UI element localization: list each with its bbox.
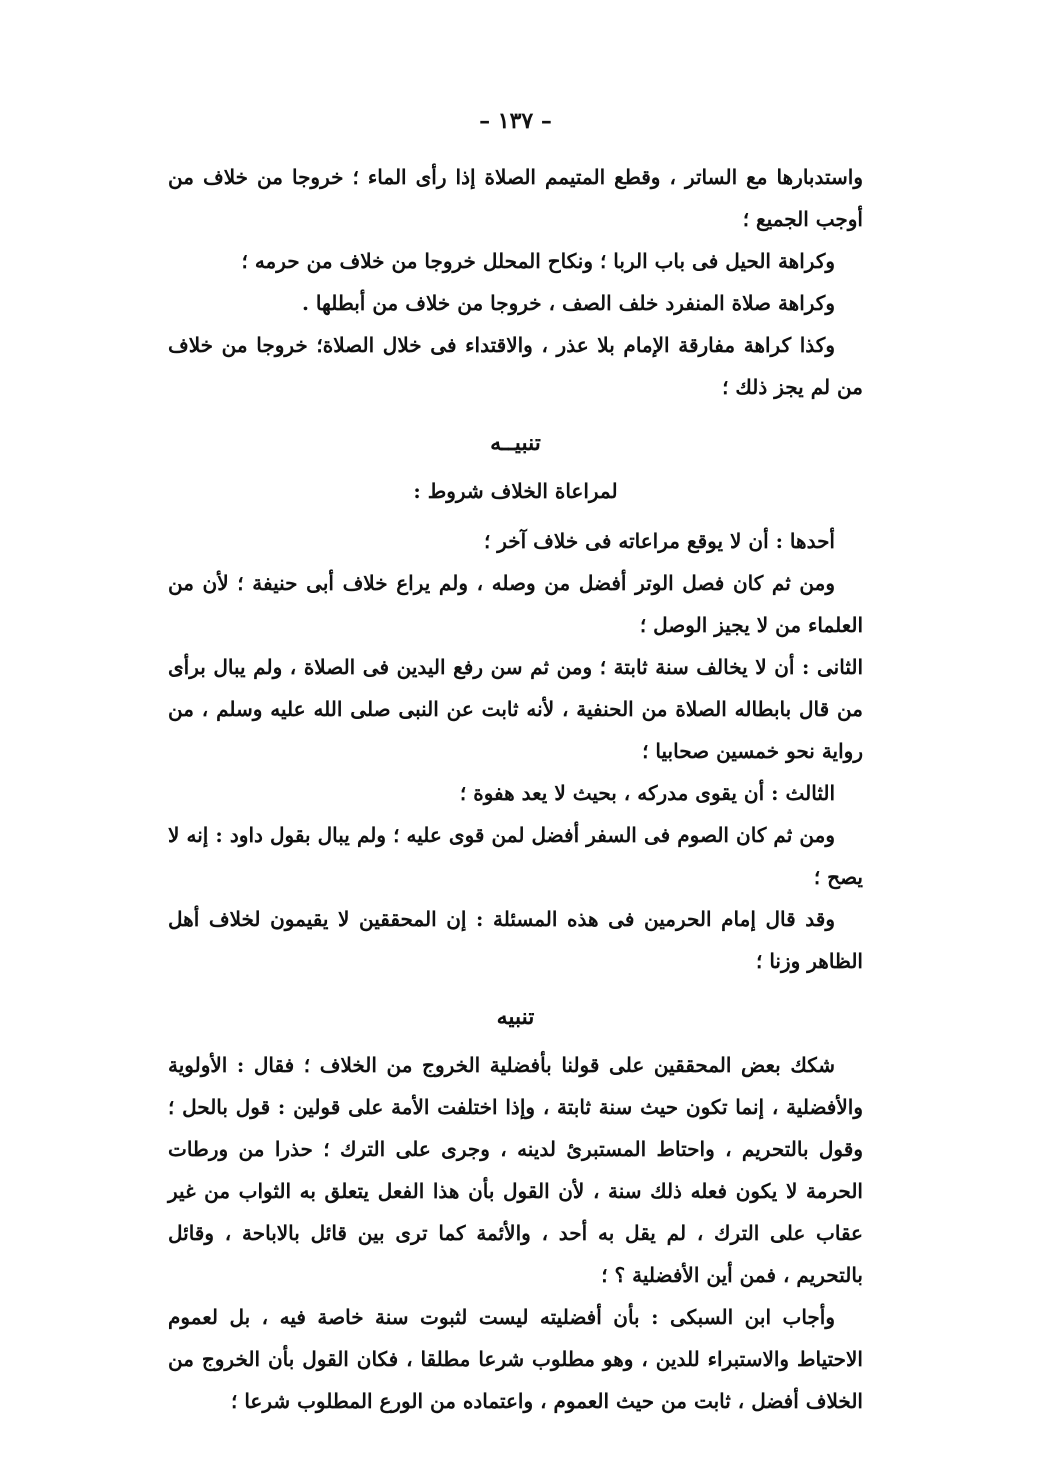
paragraph: الثالث : أن يقوى مدركه ، بحيث لا يعد هفوة ؛ (459, 781, 835, 805)
page-number: – ١٣٧ – (479, 108, 552, 134)
section-heading: تنبيــه (490, 430, 541, 456)
paragraph: وكذا كراهة مفارقة الإمام بلا عذر ، والاقتداء فى خلال الصلاة؛ خروجا من خلاف من لم يجز ذلك ؛ (168, 333, 863, 399)
paragraph: ومن ثم كان فصل الوتر أفضل من وصله ، ولم يراع خلاف أبى حنيفة ؛ لأن من العلماء من لا يجيز الوصل ؛ (168, 571, 863, 637)
paragraph: أحدها : أن لا يوقع مراعاته فى خلاف آخر ؛ (483, 529, 835, 553)
paragraph: الثانى : أن لا يخالف سنة ثابتة ؛ ومن ثم سن رفع اليدين فى الصلاة ، ولم يبال برأى من قال بابطاله الصلاة من الحنفية ، لأنه ثابت عن النبى صلى الله عليه وسلم ، من رواية نحو خمسين صحابيا ؛ (168, 655, 863, 763)
paragraph: وقد قال إمام الحرمين فى هذه المسئلة : إن المحققين لا يقيمون لخلاف أهل الظاهر وزنا ؛ (168, 907, 863, 973)
paragraph: ومن ثم كان الصوم فى السفر أفضل لمن قوى عليه ؛ ولم يبال بقول داود : إنه لا يصح ؛ (168, 823, 863, 889)
document-page (168, 108, 863, 1422)
paragraph: واستدبارها مع الساتر ، وقطع المتيمم الصلاة إذا رأى الماء ؛ خروجا من خلاف من أوجب الجميع ؛ (168, 165, 863, 231)
paragraph: وكراهة الحيل فى باب الربا ؛ ونكاح المحلل خروجا من خلاف من حرمه ؛ (241, 249, 835, 273)
section-heading: تنبيه (496, 1004, 535, 1030)
paragraph: وكراهة صلاة المنفرد خلف الصف ، خروجا من خلاف من أبطلها . (301, 291, 835, 315)
section-subtitle: لمراعاة الخلاف شروط : (413, 479, 618, 503)
paragraph: وأجاب ابن السبكى : بأن أفضليته ليست لثبوت سنة خاصة فيه ، بل لعموم الاحتياط والاستبراء للدين ، وهو مطلوب شرعا مطلقا ، فكان القول بأن الخروج من الخلاف أفضل ، ثابت من حيث العموم ، واعتماده من الورع المطلوب شرعا ؛ (168, 1305, 863, 1413)
paragraph: شكك بعض المحققين على قولنا بأفضلية الخروج من الخلاف ؛ فقال : الأولوية والأفضلية ، إنما تكون حيث سنة ثابتة ، وإذا اختلفت الأمة على قولين : قول بالحل ؛ وقول بالتحريم ، واحتاط المستبرئ لدينه ، وجرى على الترك ؛ حذرا من ورطات الحرمة لا يكون فعله ذلك سنة ، لأن القول بأن هذا الفعل يتعلق به الثواب من غير عقاب على الترك ، لم يقل به أحد ، والأئمة كما ترى بين قائل بالاباحة ، وقائل بالتحريم ، فمن أين الأفضلية ؟ ؛ (168, 1053, 863, 1287)
